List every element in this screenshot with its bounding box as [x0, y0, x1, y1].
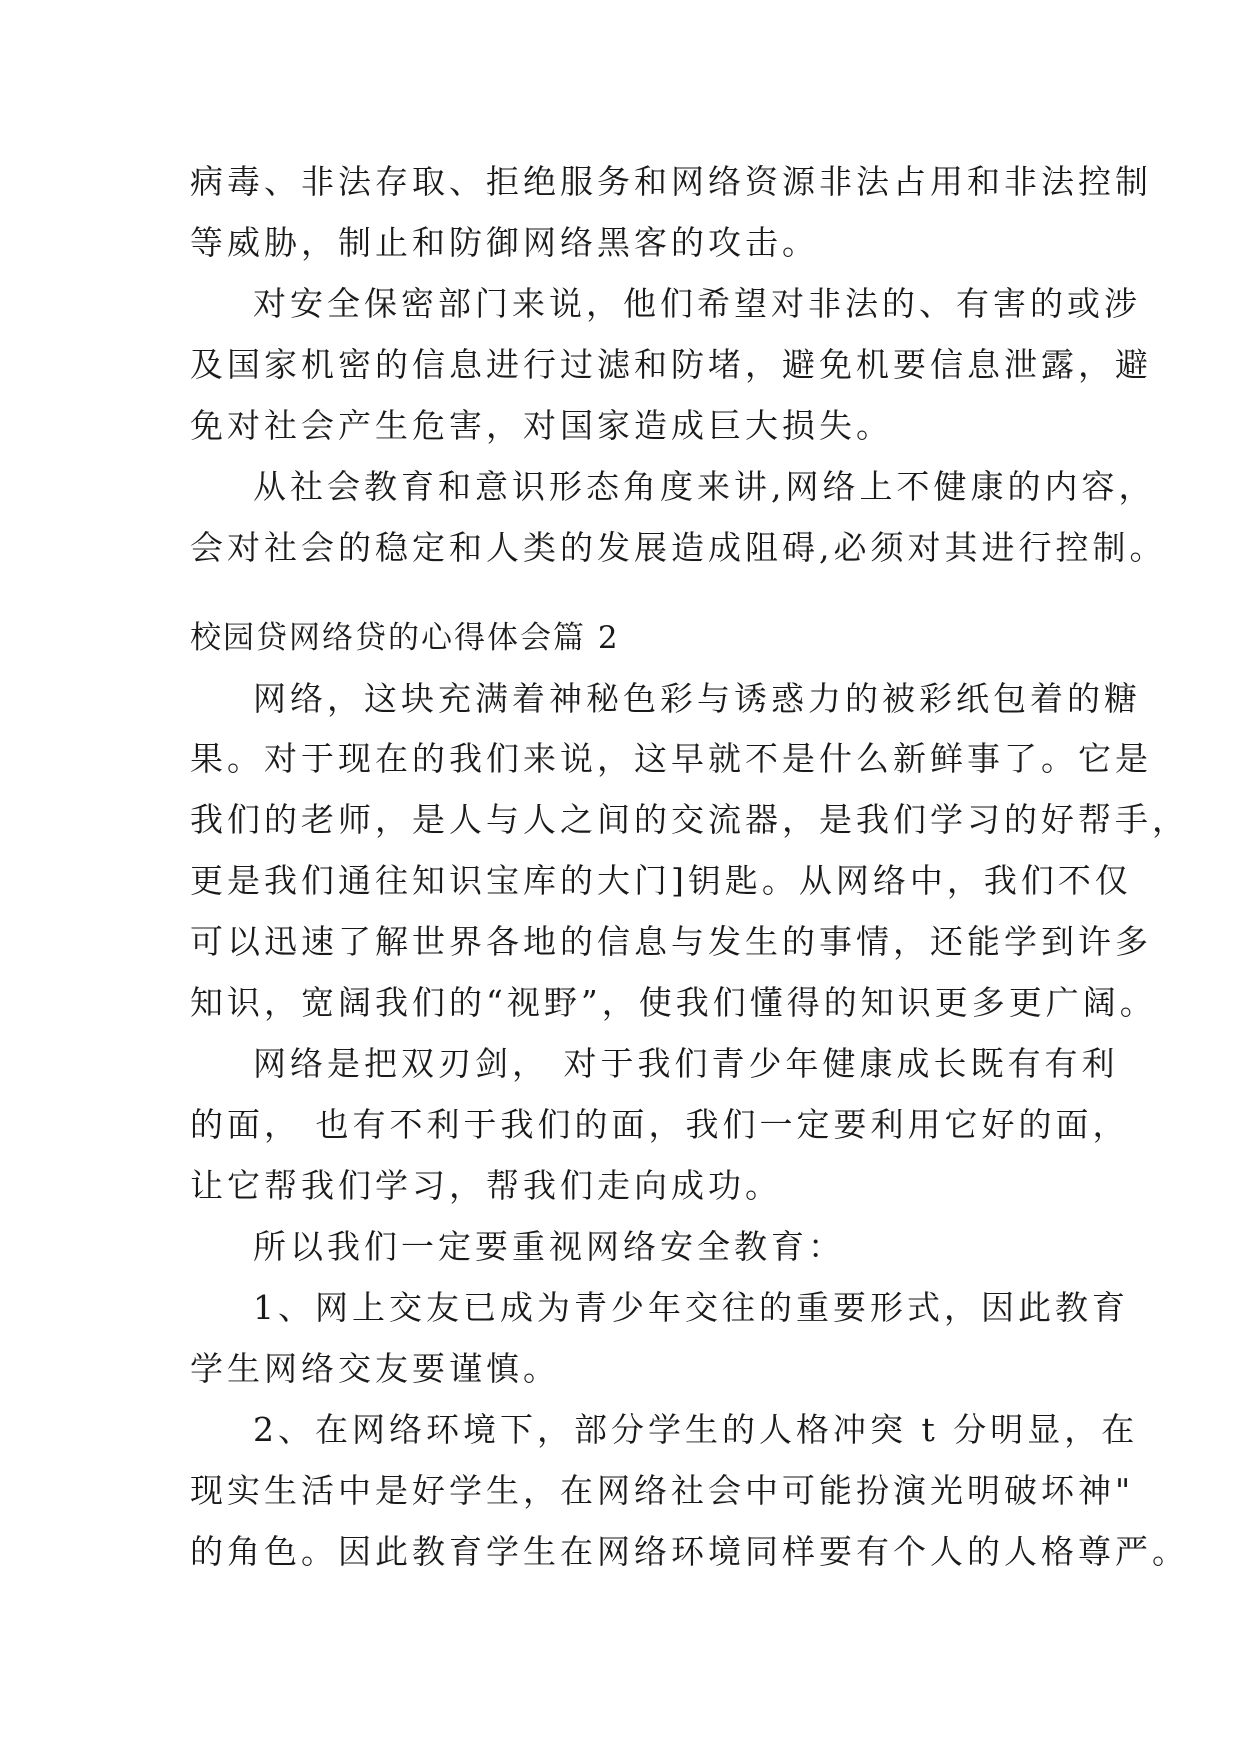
paragraph-line: 我们的老师，是人与人之间的交流器，是我们学习的好帮手，: [190, 800, 1189, 839]
paragraph-line: 的面， 也有不利于我们的面，我们一定要利用它好的面，: [190, 1105, 1130, 1144]
paragraph-line: 会对社会的稳定和人类的发展造成阻碍,必须对其进行控制。: [190, 528, 1167, 567]
paragraph-line: 学生网络交友要谨慎。: [190, 1349, 560, 1388]
paragraph-line: 的角色。因此教育学生在网络环境同样要有个人的人格尊严。: [190, 1532, 1189, 1571]
section-heading: 校园贷网络贷的心得体会篇 2: [190, 620, 620, 656]
paragraph-line: 2、在网络环境下，部分学生的人格冲突 t 分明显，在: [253, 1410, 1139, 1449]
paragraph-line: 知识，宽阔我们的“视野”，使我们懂得的知识更多更广阔。: [190, 983, 1157, 1022]
paragraph-line: 所以我们一定要重视网络安全教育：: [253, 1227, 845, 1266]
paragraph-line: 让它帮我们学习，帮我们走向成功。: [190, 1166, 782, 1205]
paragraph-line: 从社会教育和意识形态角度来讲,网络上不健康的内容，: [253, 467, 1156, 506]
paragraph-line: 及国家机密的信息进行过滤和防堵，避免机要信息泄露，避: [190, 345, 1152, 384]
paragraph-line: 对安全保密部门来说，他们希望对非法的、有害的或涉: [253, 284, 1141, 323]
paragraph-line: 可以迅速了解世界各地的信息与发生的事情，还能学到许多: [190, 922, 1152, 961]
paragraph-line: 1、网上交友已成为青少年交往的重要形式，因此教育: [253, 1288, 1129, 1327]
paragraph-line: 网络，这块充满着神秘色彩与诱惑力的被彩纸包着的糖: [253, 679, 1141, 718]
paragraph-line: 果。对于现在的我们来说，这早就不是什么新鲜事了。它是: [190, 739, 1152, 778]
paragraph-line: 网络是把双刃剑， 对于我们青少年健康成长既有有利: [253, 1044, 1119, 1083]
paragraph-line: 等威胁，制止和防御网络黑客的攻击。: [190, 223, 819, 262]
paragraph-line: 更是我们通往知识宝库的大门]钥匙。从网络中，我们不仅: [190, 861, 1132, 900]
paragraph-line: 现实生活中是好学生，在网络社会中可能扮演光明破坏神": [190, 1471, 1135, 1510]
paragraph-line: 免对社会产生危害，对国家造成巨大损失。: [190, 406, 893, 445]
paragraph-line: 病毒、非法存取、拒绝服务和网络资源非法占用和非法控制: [190, 162, 1152, 201]
